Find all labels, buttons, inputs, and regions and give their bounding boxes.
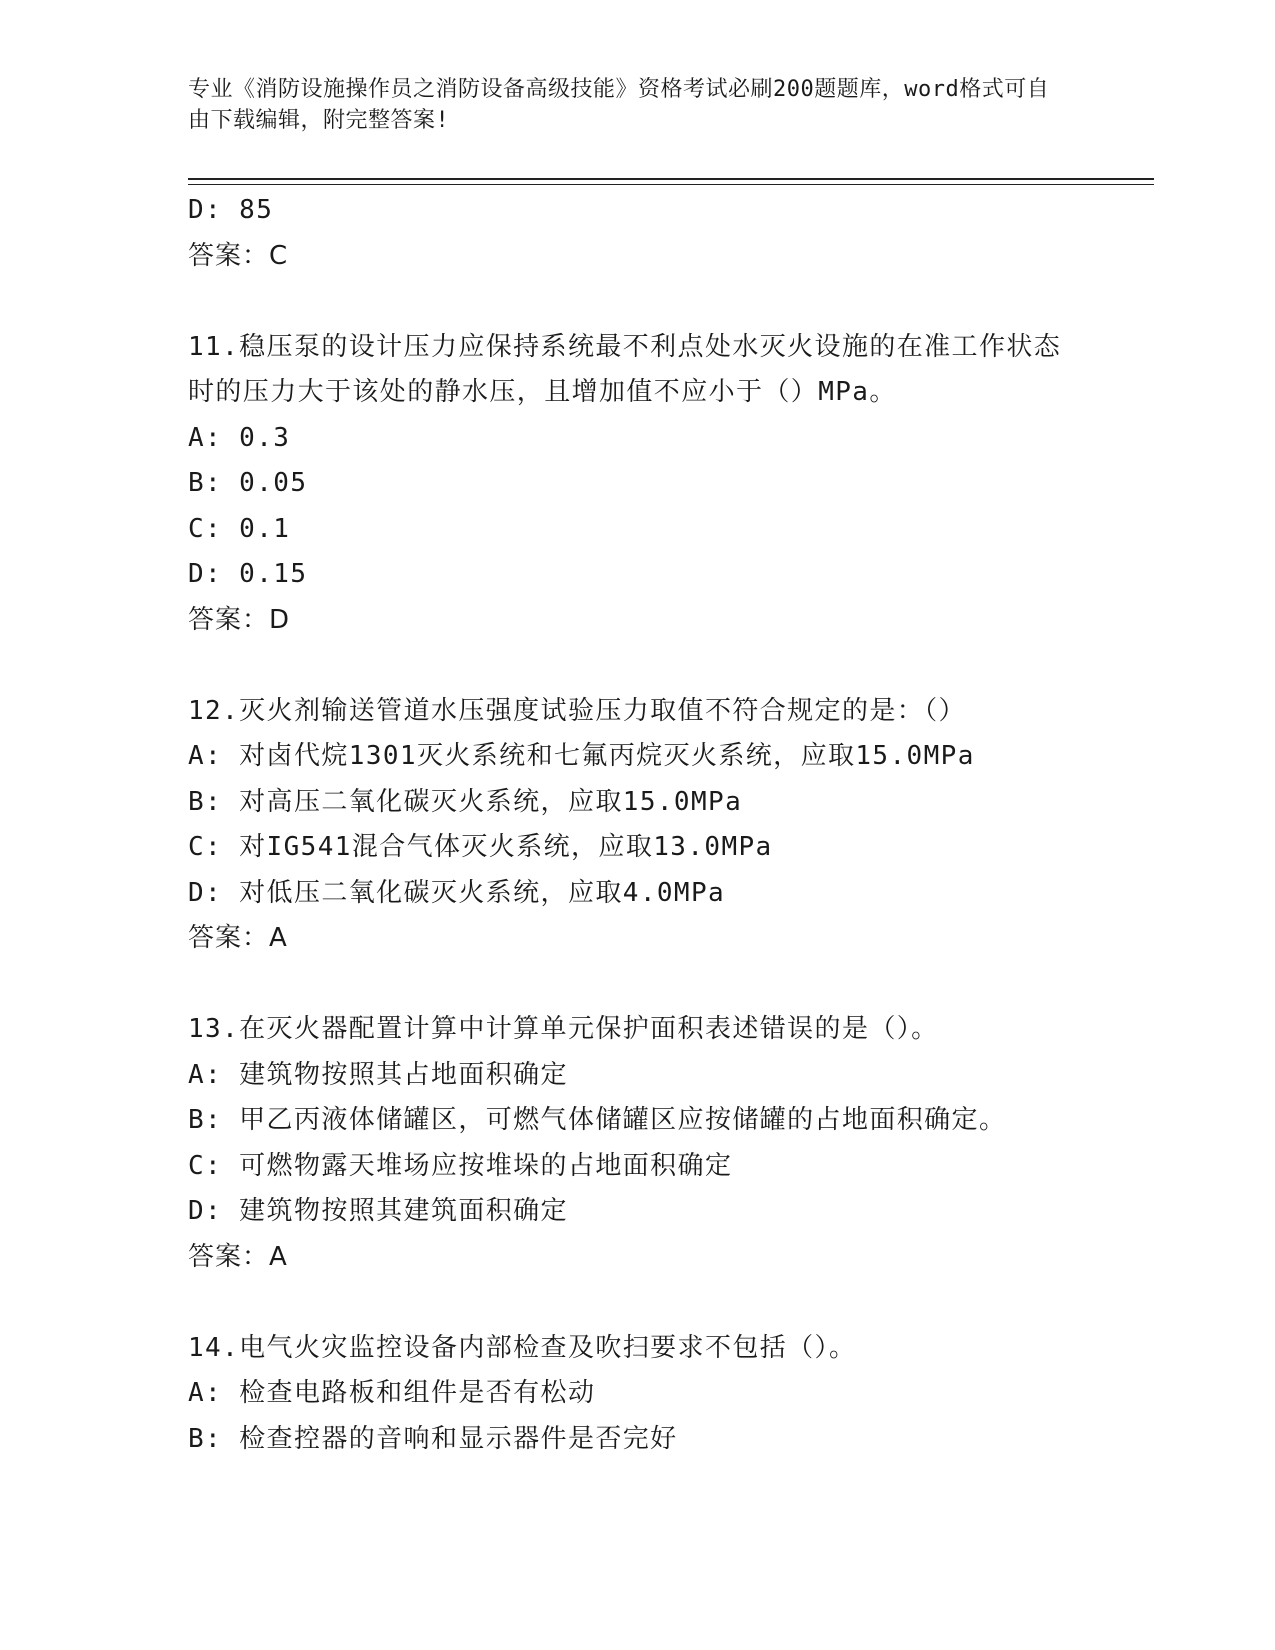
question-11-option-d: D: 0.15 xyxy=(188,559,308,589)
question-12-option-b: B: 对高压二氧化碳灭火系统，应取15.0MPa xyxy=(188,786,743,817)
question-11-option-c: C: 0.1 xyxy=(188,513,291,544)
question-11-stem: 11.稳压泵的设计压力应保持系统最不利点处水灭火设施的在准工作状态时的压力大于该处的静水压，且增加值不应小于（）MPa。 xyxy=(188,331,1062,407)
question-12-option-a: A: 对卤代烷1301灭火系统和七氟丙烷灭火系统，应取15.0MPa xyxy=(188,741,975,771)
header-divider-thick xyxy=(188,178,1154,180)
question-content xyxy=(188,188,1088,1462)
question-13-option-a: A: 建筑物按照其占地面积确定 xyxy=(188,1059,568,1090)
question-13-stem: 13.在灭火器配置计算中计算单元保护面积表述错误的是（）。 xyxy=(188,1014,939,1044)
question-13-option-c: C: 可燃物露天堆场应按堆垛的占地面积确定 xyxy=(188,1150,733,1181)
question-11-option-b: B: 0.05 xyxy=(188,468,308,498)
question-11-answer: 答案：D xyxy=(188,604,291,635)
question-11-option-a: A: 0.3 xyxy=(188,422,291,453)
question-13-option-b: B: 甲乙丙液体储罐区，可燃气体储罐区应按储罐的占地面积确定。 xyxy=(188,1105,1007,1135)
question-12-option-c: C: 对IG541混合气体灭火系统，应取13.0MPa xyxy=(188,832,773,862)
question-13-answer: 答案：A xyxy=(188,1241,288,1272)
question-12-stem: 12.灭火剂输送管道水压强度试验压力取值不符合规定的是：（） xyxy=(188,695,966,726)
question-12-answer: 答案：A xyxy=(188,923,288,953)
question-12-option-d: D: 对低压二氧化碳灭火系统，应取4.0MPa xyxy=(188,877,726,908)
continued-option-d: D: 85 xyxy=(188,195,274,225)
header-divider-thin xyxy=(188,184,1154,185)
page-header: 专业《消防设施操作员之消防设备高级技能》资格考试必刷200题题库，word格式可自由下载编辑，附完整答案! xyxy=(188,77,1050,133)
question-13-option-d: D: 建筑物按照其建筑面积确定 xyxy=(188,1196,568,1226)
continued-answer: 答案：C xyxy=(188,240,289,271)
question-14-option-a: A: 检查电路板和组件是否有松动 xyxy=(188,1378,596,1408)
question-14-stem: 14.电气火灾监控设备内部检查及吹扫要求不包括（）。 xyxy=(188,1332,857,1363)
question-14-option-b: B: 检查控器的音响和显示器件是否完好 xyxy=(188,1423,678,1454)
